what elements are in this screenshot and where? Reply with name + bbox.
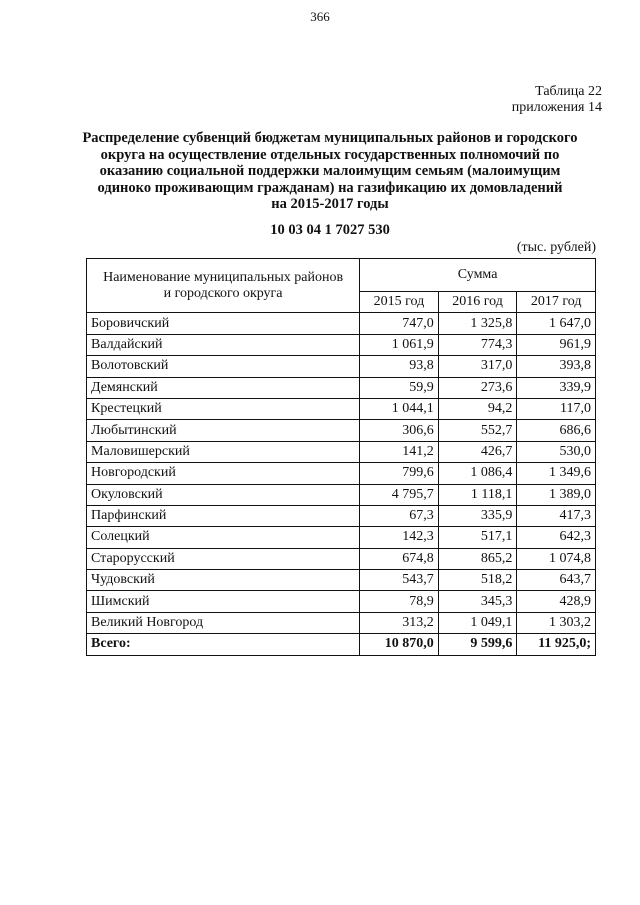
column-header-2015: 2015 год: [360, 292, 439, 313]
district-name: Валдайский: [87, 334, 360, 355]
district-name: Крестецкий: [87, 398, 360, 419]
value-2016: 94,2: [438, 398, 517, 419]
value-2017: 1 389,0: [517, 484, 596, 505]
value-2017: 1 349,6: [517, 463, 596, 484]
value-2016: 1 325,8: [438, 313, 517, 334]
district-name: Солецкий: [87, 527, 360, 548]
value-2017: 1 647,0: [517, 313, 596, 334]
value-2017: 1 074,8: [517, 548, 596, 569]
value-2015: 142,3: [360, 527, 439, 548]
district-name: Любытинский: [87, 420, 360, 441]
total-2016: 9 599,6: [438, 634, 517, 655]
value-2015: 313,2: [360, 612, 439, 633]
value-2017: 961,9: [517, 334, 596, 355]
district-name: Шимский: [87, 591, 360, 612]
table-row: [87, 612, 596, 633]
value-2016: 1 049,1: [438, 612, 517, 633]
value-2015: 306,6: [360, 420, 439, 441]
document-title: [70, 130, 590, 213]
value-2017: 642,3: [517, 527, 596, 548]
column-header-2016: 2016 год: [438, 292, 517, 313]
value-2016: 552,7: [438, 420, 517, 441]
title-line: округа на осуществление отдельных государственных полномочий по: [100, 146, 560, 163]
table-row: [87, 441, 596, 462]
title-line: оказанию социальной поддержки малоимущим семьям (малоимущим: [99, 163, 561, 179]
total-2017: 11 925,0;: [517, 634, 596, 655]
column-header-name: [87, 259, 360, 313]
value-2017: 393,8: [517, 356, 596, 377]
value-2017: 117,0: [517, 398, 596, 419]
value-2016: 317,0: [438, 356, 517, 377]
value-2017: 339,9: [517, 377, 596, 398]
table-row: [87, 463, 596, 484]
district-name: Парфинский: [87, 505, 360, 526]
header-line: Наименование муниципальных районов: [103, 269, 344, 285]
value-2015: 4 795,7: [360, 484, 439, 505]
table-reference: [512, 84, 602, 116]
appendix-number: приложения 14: [511, 100, 602, 115]
value-2015: 78,9: [360, 591, 439, 612]
district-name: Волотовский: [87, 356, 360, 377]
table-row: [87, 313, 596, 334]
district-name: Старорусский: [87, 548, 360, 569]
header-line: и городского округа: [163, 285, 283, 301]
table-row: [87, 505, 596, 526]
table-row: [87, 570, 596, 591]
value-2017: 428,9: [517, 591, 596, 612]
value-2016: 518,2: [438, 570, 517, 591]
value-2016: 426,7: [438, 441, 517, 462]
table-row: [87, 334, 596, 355]
district-name: Маловишерский: [87, 441, 360, 462]
value-2015: 59,9: [360, 377, 439, 398]
total-2015: 10 870,0: [360, 634, 439, 655]
value-2015: 799,6: [360, 463, 439, 484]
value-2016: 865,2: [438, 548, 517, 569]
value-2015: 747,0: [360, 313, 439, 334]
table-row: [87, 548, 596, 569]
district-name: Новгородский: [87, 463, 360, 484]
table-row: [87, 591, 596, 612]
district-name: Чудовский: [87, 570, 360, 591]
value-2015: 93,8: [360, 356, 439, 377]
value-2016: 335,9: [438, 505, 517, 526]
table-row: [87, 356, 596, 377]
district-name: Окуловский: [87, 484, 360, 505]
table-row: [87, 484, 596, 505]
units-label: (тыс. рублей): [516, 240, 596, 255]
column-header-sum: Сумма: [360, 259, 596, 292]
value-2015: 1 061,9: [360, 334, 439, 355]
table-row: [87, 398, 596, 419]
district-name: Демянский: [87, 377, 360, 398]
value-2016: 1 118,1: [438, 484, 517, 505]
district-name: Боровичский: [87, 313, 360, 334]
district-name: Великий Новгород: [87, 612, 360, 633]
value-2016: 774,3: [438, 334, 517, 355]
table-row: [87, 527, 596, 548]
table-row: [87, 377, 596, 398]
page-number: 366: [310, 9, 330, 24]
subventions-table: [86, 258, 596, 656]
table-number: Таблица 22: [535, 84, 602, 99]
value-2017: 417,3: [517, 505, 596, 526]
column-header-2017: 2017 год: [517, 292, 596, 313]
value-2016: 345,3: [438, 591, 517, 612]
value-2016: 273,6: [438, 377, 517, 398]
title-line: одиноко проживающим гражданам) на газификацию их домовладений: [97, 179, 563, 196]
total-label: Всего:: [87, 634, 360, 655]
value-2017: 686,6: [517, 420, 596, 441]
title-line: Распределение субвенций бюджетам муниципальных районов и городского: [82, 130, 578, 146]
value-2015: 67,3: [360, 505, 439, 526]
value-2015: 1 044,1: [360, 398, 439, 419]
table-row: [87, 420, 596, 441]
value-2017: 643,7: [517, 570, 596, 591]
value-2015: 543,7: [360, 570, 439, 591]
value-2017: 1 303,2: [517, 612, 596, 633]
value-2016: 517,1: [438, 527, 517, 548]
value-2016: 1 086,4: [438, 463, 517, 484]
value-2015: 674,8: [360, 548, 439, 569]
value-2017: 530,0: [517, 441, 596, 462]
budget-code: 10 03 04 1 7027 530: [270, 222, 390, 238]
total-row: [87, 634, 596, 655]
title-line: на 2015-2017 годы: [271, 196, 389, 212]
value-2015: 141,2: [360, 441, 439, 462]
